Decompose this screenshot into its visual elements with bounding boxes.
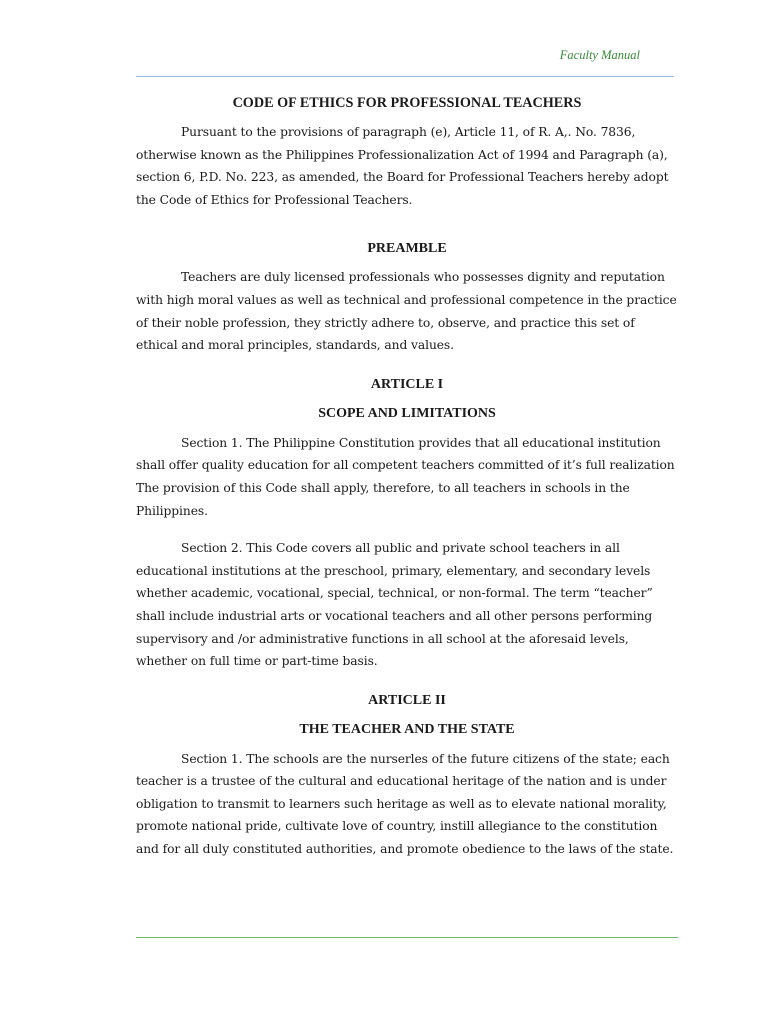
article-1-section-1: Section 1. The Philippine Constitution provides that all educational institution shall offer quality education for all competent teachers committed of it’s full realization The provision of this Code shall apply, therefore, to all teachers in schools in the Philippines.: [136, 435, 675, 518]
article-2-section-1: Section 1. The schools are the nurserles of the future citizens of the state; each teacher is a trustee of the cultural and educational heritage of the nation and is under obligation to transmit to learners such heritage as well as to elevate national morality, promote national pride, cultivate love of country, instill allegiance to the constitution and for all duly constituted authorities, and promote obedience to the laws of the state.: [136, 751, 674, 857]
article-1-subheading: SCOPE AND LIMITATIONS: [318, 405, 496, 421]
article-1-section-2: Section 2. This Code covers all public and private school teachers in all educational institutions at the preschool, primary, elementary, and secondary levels whether academic, vocational, special, technical, or non-formal. The term “teacher” shall include industrial arts or vocational teachers and all other persons performing supervisory and /or administrative functions in all school at the aforesaid levels, whether on full time or part-time basis.: [136, 541, 653, 669]
document-title: CODE OF ETHICS FOR PROFESSIONAL TEACHERS: [232, 95, 582, 111]
preamble-paragraph: Teachers are duly licensed professionals who possesses dignity and reputation with high moral values as well as technical and professional competence in the practice of their noble profession, they strictly adhere to, observe, and practice this set of ethical and moral principles, standards, and values.: [136, 270, 677, 353]
article-2-subheading: THE TEACHER AND THE STATE: [299, 721, 515, 737]
preamble-heading: PREAMBLE: [367, 241, 447, 257]
page-header-label: Faculty Manual: [559, 48, 640, 62]
footer-divider: [136, 937, 678, 938]
article-2-heading: ARTICLE II: [368, 692, 446, 708]
intro-paragraph: Pursuant to the provisions of paragraph (e), Article 11, of R. A,. No. 7836, otherwise known as the Philippines Professionalization Act of 1994 and Paragraph (a), section 6, P.D. No. 223, as amended, the Board for Professional Teachers hereby adopt the Code of Ethics for Professional Teachers.: [136, 125, 669, 207]
article-1-heading: ARTICLE I: [370, 376, 444, 392]
header-divider: [136, 76, 674, 77]
document-body: [136, 88, 678, 861]
